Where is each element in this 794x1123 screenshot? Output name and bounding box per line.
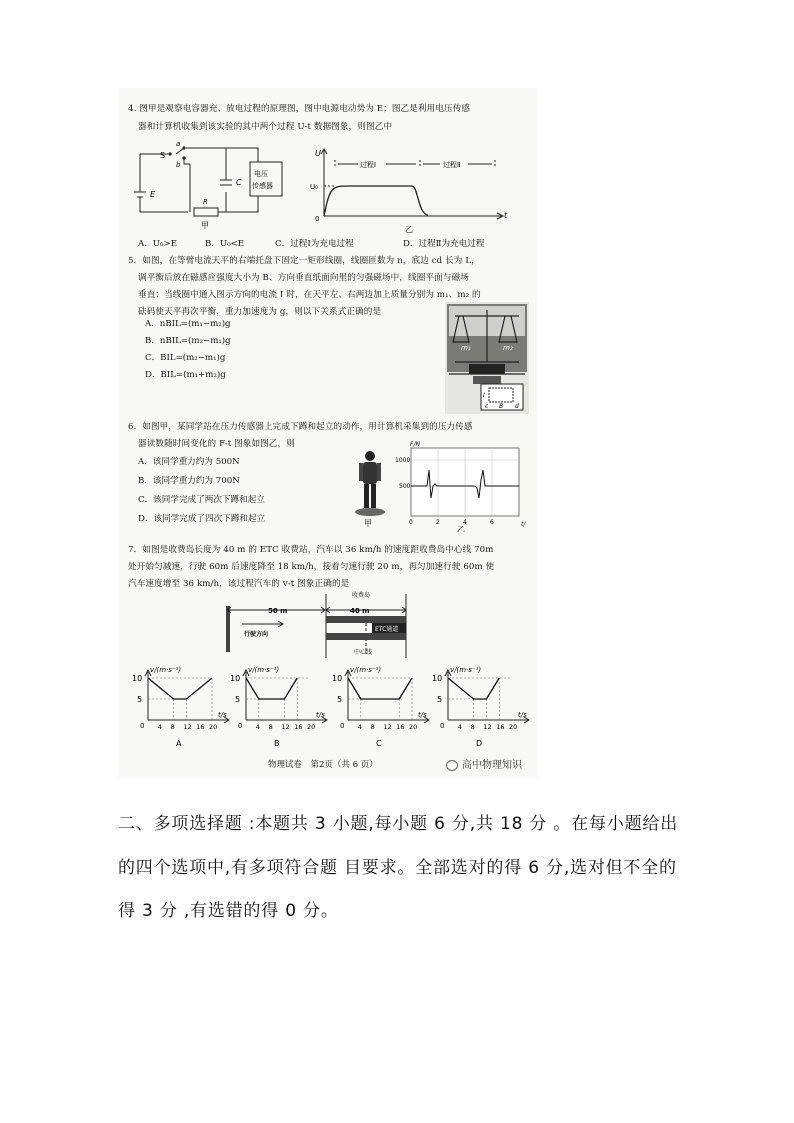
page-footer: 物理试卷 第2页（共 6 页） bbox=[268, 760, 378, 770]
q6-caption-b: 乙 bbox=[457, 525, 465, 532]
graph-a-xtick: 12 bbox=[183, 723, 192, 731]
q5-option-a: A．nBIL=(m₁−m₂)g bbox=[145, 319, 231, 329]
graph-c-x-label: t/s bbox=[418, 711, 427, 719]
graph-b-xtick: 8 bbox=[268, 723, 273, 731]
q4-b-label: b bbox=[176, 161, 181, 169]
q5-option-b: B．nBIL=(m₂−m₁)g bbox=[145, 336, 231, 346]
graph-c-vt-line bbox=[348, 678, 412, 699]
q5-stem-line4: 砝码使天平再次平衡，重力加速度为 g，则以下关系式正确的是 bbox=[138, 307, 382, 317]
graph-d-xtick: 4 bbox=[457, 723, 462, 731]
graph-b-origin: 0 bbox=[238, 722, 243, 730]
graph-d-y5: 5 bbox=[437, 695, 443, 704]
q4-origin-label: 0 bbox=[315, 215, 320, 223]
graph-c-xtick: 20 bbox=[409, 723, 418, 731]
q4-a-label: a bbox=[176, 140, 181, 148]
q4-cap-label: C bbox=[236, 178, 242, 187]
graph-b-xtick: 20 bbox=[307, 723, 316, 731]
q7-graph-c bbox=[330, 664, 430, 748]
q7-graph-a bbox=[130, 664, 230, 748]
q7-center-label: 中心线 bbox=[354, 649, 373, 656]
q7-graphs-row bbox=[130, 664, 530, 748]
q4-circuit-diagram bbox=[128, 140, 288, 232]
graph-d-xtick: 20 bbox=[509, 723, 518, 731]
section2-line1: 二、多项选择题 :本题共 3 小题,每小题 6 分,共 18 分 。在每小题给出 bbox=[118, 814, 679, 834]
graph-b-y5: 5 bbox=[235, 695, 241, 704]
graph-a-xtick: 20 bbox=[209, 723, 218, 731]
graph-d-y10: 10 bbox=[432, 674, 443, 683]
graph-c-origin: 0 bbox=[340, 722, 345, 730]
q5-balance-photo bbox=[445, 302, 529, 414]
q6-option-c: C．该同学完成了两次下蹲和起立 bbox=[138, 495, 265, 505]
graph-c-xtick: 8 bbox=[370, 723, 375, 731]
q5-b-field-label: B bbox=[499, 403, 504, 410]
q6-ytick-500: 500 bbox=[399, 483, 411, 490]
q5-stem-line1: 5．如图，在等臂电流天平的右端托盘下固定一矩形线圈，线圈匝数为 n，底边 cd 长为 L， bbox=[128, 256, 480, 266]
q4-sensor-line1: 电压 bbox=[254, 170, 268, 178]
q6-option-a: A．该同学重力约为 500N bbox=[138, 457, 240, 467]
graph-a-xtick: 8 bbox=[170, 723, 175, 731]
q4-option-a: A．U₀>E bbox=[138, 239, 177, 249]
graph-a-option-label: A bbox=[176, 739, 182, 748]
q4-stem-line2: 器和计算机收集到该实验的其中两个过程 U-t 数据图象，则图乙中 bbox=[138, 122, 393, 132]
q7-stem-line1: 7．如图是收费岛长度为 40 m 的 ETC 收费站，汽车以 36 km/h 的速度距收费岛中心线 70m bbox=[128, 545, 494, 555]
graph-a-y10: 10 bbox=[132, 674, 143, 683]
graph-c-option-label: C bbox=[376, 739, 382, 748]
graph-d-option-label: D bbox=[476, 739, 483, 748]
graph-b-x-label: t/s bbox=[316, 711, 325, 719]
q4-option-c: C．过程Ⅰ为充电过程 bbox=[275, 239, 354, 249]
q6-x-axis-label: t/ bbox=[521, 521, 526, 528]
q6-option-b: B．该同学重力约为 700N bbox=[138, 476, 240, 486]
q5-i-label: I bbox=[483, 392, 485, 399]
graph-a-origin: 0 bbox=[140, 722, 145, 730]
graph-c-xtick: 4 bbox=[357, 723, 362, 731]
graph-c-xtick: 12 bbox=[383, 723, 392, 731]
graph-c-xtick: 16 bbox=[396, 723, 405, 731]
q7-dist1-label: 50 m bbox=[268, 607, 288, 615]
graph-d-xtick: 12 bbox=[483, 723, 492, 731]
q7-direction-label: 行驶方向 bbox=[244, 631, 269, 638]
q6-option-d: D．该同学完成了四次下蹲和起立 bbox=[138, 514, 266, 524]
q4-option-b: B．U₀<E bbox=[205, 239, 245, 249]
q4-sensor-box bbox=[250, 162, 282, 196]
graph-b-xtick: 4 bbox=[255, 723, 260, 731]
q4-resistor-label: R bbox=[203, 198, 208, 206]
q6-y-axis-label: F/N bbox=[410, 441, 420, 448]
graph-a-x-label: t/s bbox=[218, 711, 227, 719]
q6-xtick-6: 6 bbox=[490, 519, 494, 526]
graph-d-origin: 0 bbox=[440, 722, 445, 730]
q4-ut-graph bbox=[310, 146, 510, 236]
graph-a-y5: 5 bbox=[137, 695, 143, 704]
graph-c-y5: 5 bbox=[337, 695, 343, 704]
q6-stem-line2: 器读数随时间变化的 F-t 图象如图乙，则 bbox=[138, 439, 295, 449]
graph-d-vt-line bbox=[448, 678, 499, 699]
graph-c-y-label: v/(m·s⁻¹) bbox=[350, 666, 382, 674]
q7-toll-diagram bbox=[222, 588, 422, 660]
graph-d-xtick: 16 bbox=[496, 723, 505, 731]
q4-sensor-line2: 传感器 bbox=[252, 182, 273, 190]
q6-ft-graph bbox=[395, 440, 535, 532]
section2-line3: 得 3 分 ,有选错的得 0 分。 bbox=[118, 901, 339, 921]
wechat-icon bbox=[446, 760, 458, 771]
q4-caption-b: 乙 bbox=[405, 225, 413, 234]
q4-process2-label: 过程Ⅱ bbox=[443, 161, 461, 169]
q4-caption-a: 甲 bbox=[201, 221, 209, 230]
graph-a-xtick: 16 bbox=[196, 723, 205, 731]
q6-xtick-0: 0 bbox=[409, 519, 413, 526]
q7-graph-b bbox=[228, 664, 328, 748]
q4-stem-line1: 4. 图甲是观察电容器充、放电过程的原理图，图中电源电动势为 E；图乙是利用电压传感 bbox=[128, 104, 471, 114]
q7-dist2-label: 40 m bbox=[350, 607, 370, 615]
q4-process1-label: 过程Ⅰ bbox=[360, 161, 377, 169]
q7-island-label: 收费岛 bbox=[352, 592, 371, 599]
q7-stem-line2: 处开始匀减速，行驶 60m 后速度降至 18 km/h，接着匀速行驶 20 m，再匀加速行驶 60m 使 bbox=[128, 562, 495, 572]
q5-d-label: d bbox=[515, 403, 519, 410]
graph-d-xtick: 8 bbox=[470, 723, 475, 731]
q4-source-label: E bbox=[150, 190, 156, 199]
graph-b-xtick: 12 bbox=[281, 723, 290, 731]
q6-xtick-2: 2 bbox=[436, 519, 440, 526]
q5-stem-line2: 调平衡后放在磁感应强度大小为 B、方向垂直纸面向里的匀强磁场中，线圈平面与磁场 bbox=[138, 273, 469, 283]
q5-m1-label: m₁ bbox=[461, 344, 471, 352]
graph-d-y-label: v/(m·s⁻¹) bbox=[450, 666, 482, 674]
q5-c-label: c bbox=[485, 403, 489, 410]
q5-m2-label: m₂ bbox=[503, 344, 513, 352]
q7-graph-d bbox=[430, 664, 530, 748]
section2-line2: 的四个选项中,有多项符合题 目要求。全部选对的得 6 分,选对但不全的 bbox=[118, 858, 677, 878]
q4-u0-label: U₀ bbox=[310, 183, 318, 191]
q6-person-figure bbox=[350, 448, 390, 530]
graph-a-xtick: 4 bbox=[157, 723, 162, 731]
q6-stem-line1: 6．如图甲，某同学站在压力传感器上完成下蹲和起立的动作，用计算机采集到的压力传感 bbox=[128, 422, 473, 432]
graph-b-vt-line bbox=[246, 678, 297, 699]
graph-b-option-label: B bbox=[274, 739, 280, 748]
q6-ytick-1000: 1000 bbox=[395, 457, 411, 464]
q4-switch-label: S bbox=[160, 151, 166, 160]
graph-a-y-label: v/(m·s⁻¹) bbox=[150, 666, 182, 674]
graph-a-vt-line bbox=[148, 678, 212, 699]
q5-stem-line3: 垂直；当线圈中通入图示方向的电流 I 时，在天平左、右两边加上质量分别为 m₁、m₂ 的 bbox=[138, 290, 481, 300]
q4-option-d: D．过程Ⅱ为充电过程 bbox=[403, 239, 485, 249]
q7-stem-line3: 汽车速度增至 36 km/h，该过程汽车的 v-t 图象正确的是 bbox=[128, 579, 350, 589]
q6-caption-a: 甲 bbox=[364, 519, 372, 528]
graph-b-xtick: 16 bbox=[294, 723, 303, 731]
q5-option-c: C．BIL=(m₂−m₁)g bbox=[145, 353, 226, 363]
graph-d-x-label: t/s bbox=[518, 711, 527, 719]
q6-xtick-4: 4 bbox=[463, 519, 467, 526]
q4-x-axis-label: t bbox=[504, 211, 508, 220]
watermark bbox=[446, 756, 522, 771]
watermark-text: 高中物理知识 bbox=[462, 760, 522, 771]
graph-b-y10: 10 bbox=[230, 674, 241, 683]
q4-resistor bbox=[194, 208, 218, 216]
q4-y-axis-label: U bbox=[315, 149, 321, 158]
q7-etc-label: ETC通道 bbox=[375, 626, 399, 633]
graph-b-y-label: v/(m·s⁻¹) bbox=[248, 666, 280, 674]
graph-c-y10: 10 bbox=[332, 674, 343, 683]
q5-option-d: D．BIL=(m₁+m₂)g bbox=[145, 370, 226, 380]
